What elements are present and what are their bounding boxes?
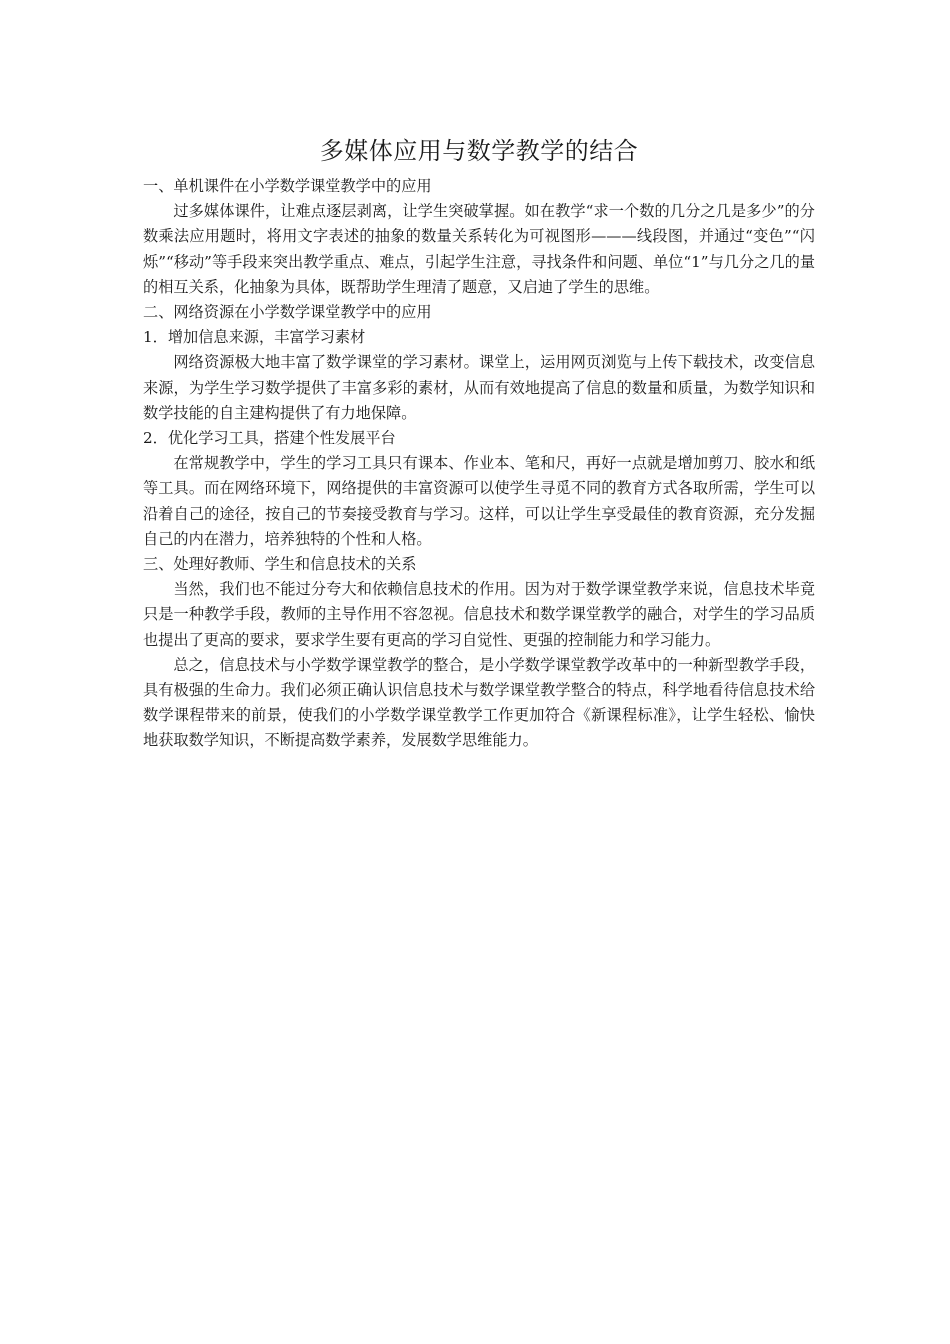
subsection-heading-2-1: 1．增加信息来源，丰富学习素材: [143, 328, 366, 347]
paragraph-1: 过多媒体课件，让难点逐层剥离，让学生突破掌握。如在教学“求一个数的几分之几是多少”的分数乘法应用题时，将用文字表述的抽象的数量关系转化为可视图形———线段图，并通过“变色”“闪烁”“移动”等手段来突出教学重点、难点，引起学生注意，寻找条件和问题、单位“1”与几分之几的量的相互关系，化抽象为具体，既帮助学生理清了题意，又启迪了学生的思维。: [143, 202, 815, 296]
paragraph-2: 网络资源极大地丰富了数学课堂的学习素材。课堂上，运用网页浏览与上传下载技术，改变信息来源，为学生学习数学提供了丰富多彩的素材，从而有效地提高了信息的数量和质量，为数学知识和数学技能的自主建构提供了有力地保障。: [143, 353, 815, 422]
paragraph-5: 总之，信息技术与小学数学课堂教学的整合，是小学数学课堂教学改革中的一种新型教学手段，具有极强的生命力。我们必须正确认识信息技术与数学课堂教学整合的特点，科学地看待信息技术给数学课程带来的前景，使我们的小学数学课堂教学工作更加符合《新课程标准》，让学生轻松、愉快地获取数学知识，不断提高数学素养，发展数学思维能力。: [143, 655, 815, 750]
document-page: [143, 134, 815, 754]
paragraph-3: 在常规教学中，学生的学习工具只有课本、作业本、笔和尺，再好一点就是增加剪刀、胶水和纸等工具。而在网络环境下，网络提供的丰富资源可以使学生寻觅不同的教育方式各取所需，学生可以沿着自己的途径，按自己的节奏接受教育与学习。这样，可以让学生享受最佳的教育资源，充分发掘自己的内在潜力，培养独特的个性和人格。: [143, 454, 815, 548]
paragraph-4: 当然，我们也不能过分夸大和依赖信息技术的作用。因为对于数学课堂教学来说，信息技术毕竟只是一种教学手段，教师的主导作用不容忽视。信息技术和数学课堂教学的融合，对学生的学习品质也提出了更高的要求，要求学生要有更高的学习自觉性、更强的控制能力和学习能力。: [143, 580, 815, 649]
section-heading-2: 二、网络资源在小学数学课堂教学中的应用: [143, 303, 432, 322]
subsection-heading-2-2: 2．优化学习工具，搭建个性发展平台: [143, 429, 396, 448]
document-title: 多媒体应用与数学教学的结合: [319, 137, 639, 165]
section-heading-3: 三、处理好教师、学生和信息技术的关系: [143, 555, 417, 574]
section-heading-1: 一、单机课件在小学数学课堂教学中的应用: [143, 177, 432, 195]
